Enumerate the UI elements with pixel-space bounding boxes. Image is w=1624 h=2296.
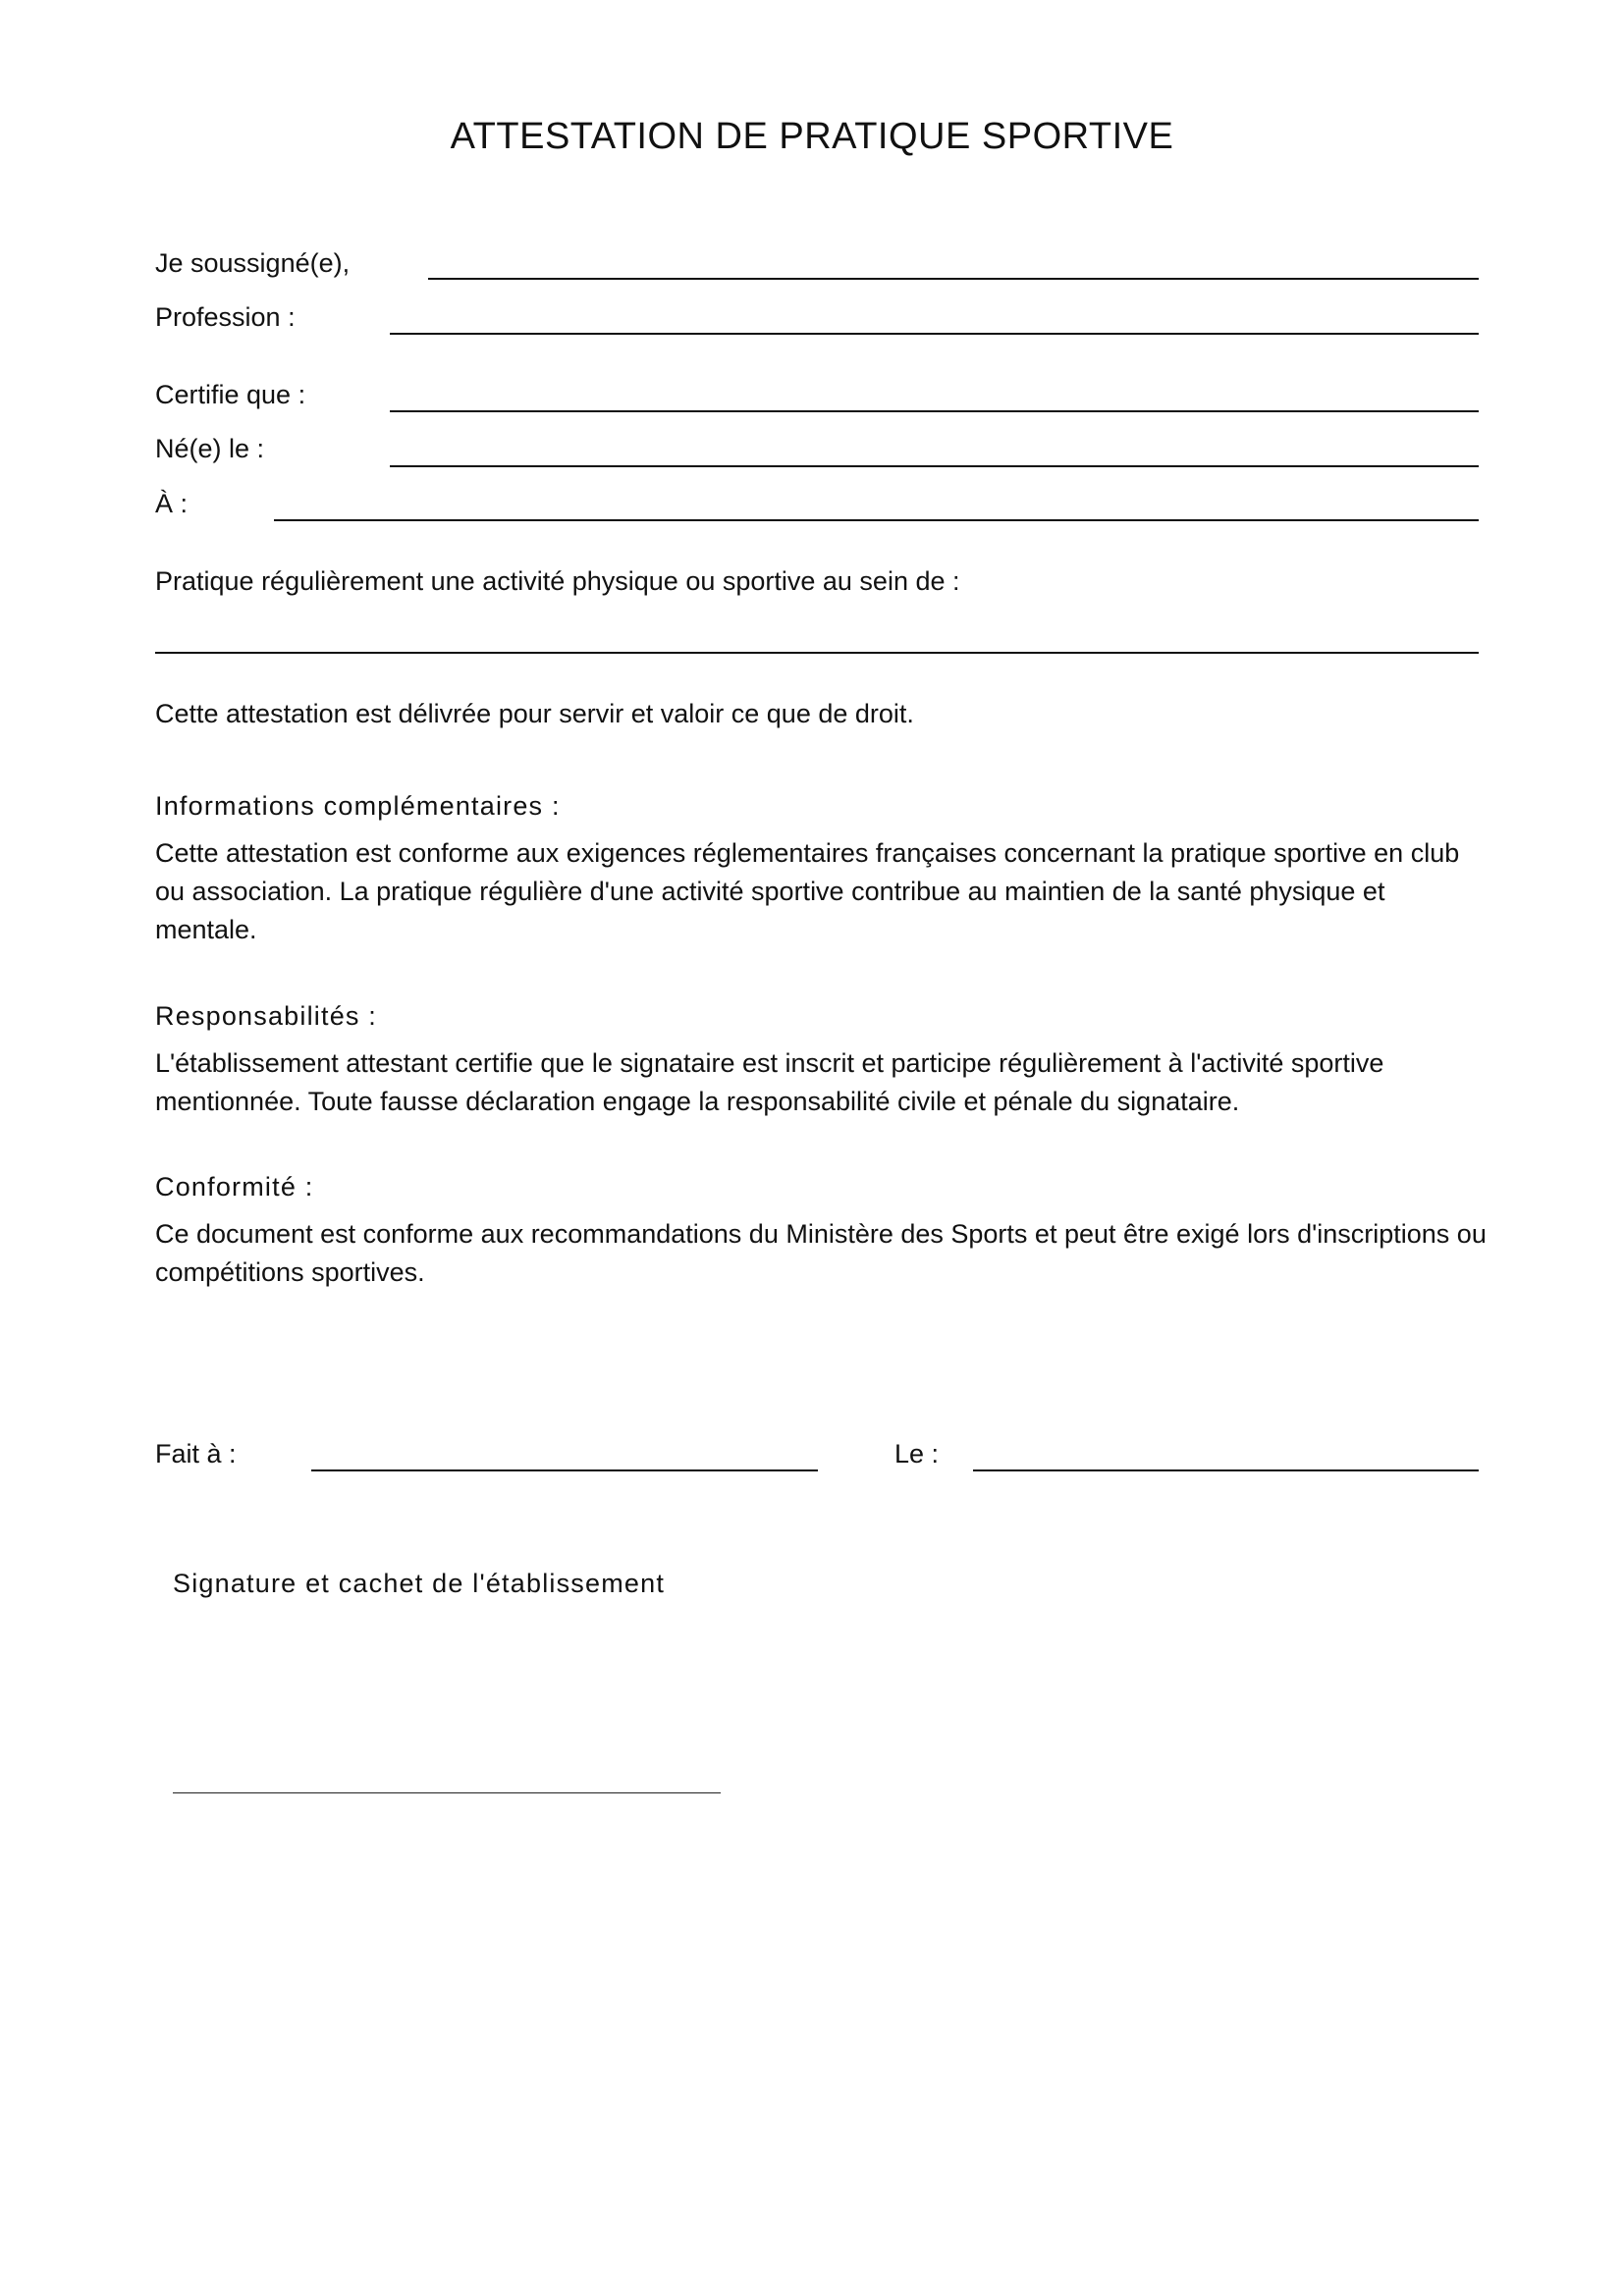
ne-le-label: Né(e) le : [155, 434, 265, 463]
section-body-conformite: Ce document est conforme aux recommandations du Ministère des Sports et peut être exigé lors d'inscriptions ou compétitions sportives. [155, 1219, 1487, 1287]
club-field-line[interactable] [155, 652, 1479, 654]
pratique-text: Pratique régulièrement une activité physique ou sportive au sein de : [155, 566, 960, 596]
a-label: À : [155, 489, 189, 518]
delivery-text: Cette attestation est délivrée pour servir et valoir ce que de droit. [155, 699, 914, 728]
fait-a-field-line[interactable] [311, 1469, 818, 1471]
signature-line[interactable] [173, 1792, 721, 1793]
date-field-line[interactable] [973, 1469, 1479, 1471]
soussigne-field-line[interactable] [428, 278, 1479, 280]
ne-le-field-line[interactable] [390, 465, 1479, 467]
section-body-responsabilites: L'établissement attestant certifie que le signataire est inscrit et participe régulièrement à l'activité sportive mentionnée. Toute fausse déclaration engage la responsabilité civile et pénale du signataire. [155, 1048, 1384, 1116]
section-heading-conformite: Conformité : [155, 1172, 314, 1201]
document-title: ATTESTATION DE PRATIQUE SPORTIVE [450, 116, 1174, 157]
certifie-field-line[interactable] [390, 410, 1479, 412]
section-body-informations: Cette attestation est conforme aux exigences réglementaires françaises concernant la pratique sportive en club ou association. La pratique régulière d'une activité sportive contribue au maintien de la santé physique et mentale. [155, 838, 1460, 944]
signature-label: Signature et cachet de l'établissement [173, 1569, 666, 1598]
profession-label: Profession : [155, 302, 296, 332]
le-label: Le : [894, 1439, 940, 1468]
section-heading-responsabilites: Responsabilités : [155, 1001, 378, 1031]
section-heading-informations: Informations complémentaires : [155, 791, 561, 821]
lieu-naissance-field-line[interactable] [274, 519, 1479, 521]
soussigne-label: Je soussigné(e), [155, 248, 351, 278]
profession-field-line[interactable] [390, 333, 1479, 335]
fait-a-label: Fait à : [155, 1439, 237, 1468]
certifie-label: Certifie que : [155, 380, 306, 409]
